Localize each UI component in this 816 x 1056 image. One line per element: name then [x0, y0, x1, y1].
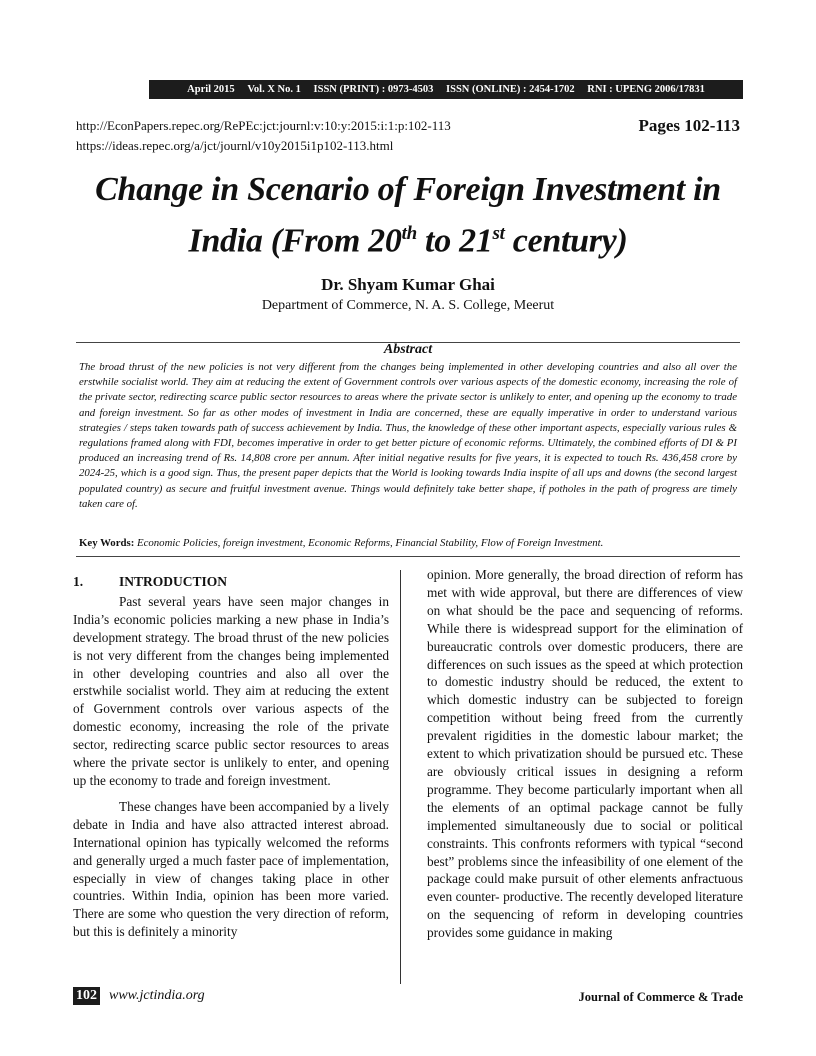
journal-header-bar	[149, 80, 743, 99]
column-divider	[400, 570, 401, 984]
rni-number: RNI : UPENG 2006/17831	[587, 84, 705, 95]
ideas-link[interactable]: https://ideas.repec.org/a/jct/journl/v10y2015i1p102-113.html	[76, 138, 394, 153]
abstract-bottom-rule	[76, 556, 740, 557]
keywords-text: Economic Policies, foreign investment, Economic Reforms, Financial Stability, Flow of Foreign Investment.	[137, 537, 604, 549]
paper-title	[60, 168, 756, 263]
section-title: INTRODUCTION	[119, 574, 228, 589]
volume-number: Vol. X No. 1	[247, 84, 301, 95]
abstract-text: The broad thrust of the new policies is not very different from the changes being implemented in other developing countries and also all over the erstwhile socialist world. They aim at reducing the extent of Government controls over various aspects of the domestic economy, increasing the role of the private sector, redirecting scarce public sector resources to areas where the private sector is unlikely to enter, and opening up the economy to trade and foreign investment. So far as other modes of investment in India are concerned, these are equally imperative in order to understand various strategies / steps taken towards path of success achievement by India. Thus, the knowledge of these other important aspects, especially various rules & regulations framed along with FDI, becomes imperative in order to get better picture of economic reforms. Ultimately, the combined efforts of DI & PI produced an increasing trend of Rs. 14,808 crore per annum. After initial negative results for five years, it is expected to touch Rs. 436,458 crore by 2024-25, which is a good sign. Thus, the present paper depicts that the World is looking towards India inspite of all ups and downs (the second largest populated country) as secure and fruitful investment avenue. Things would definitely take better shape, if potholes in the path of progress are timely taken care of.	[79, 361, 737, 510]
title-superscript-st: st	[492, 223, 505, 244]
keywords	[79, 536, 737, 551]
page-range: Pages 102-113	[638, 116, 740, 135]
title-line-1: Change in Scenario of Foreign Investment in	[95, 171, 721, 208]
issn-print: ISSN (PRINT) : 0973-4503	[313, 84, 434, 95]
repec-urls	[76, 116, 451, 156]
page-footer	[73, 987, 743, 1007]
intro-paragraph-1: Past several years have seen major changes in India’s economic policies marking a new phase in India’s development strategy. The broad thrust of the new policies is not very different from the changes being implemented in other developing countries and also all over the erstwhile socialist world. They aim at reducing the extent of Government controls over various aspects of the domestic economy, increasing the role of the private sector, redirecting scarce public sector resources to areas where the private sector is unlikely to enter, and opening up the economy to trade and foreign investment.	[73, 593, 389, 788]
section-heading	[73, 573, 389, 591]
journal-name: Journal of Commerce & Trade	[578, 990, 743, 1004]
keywords-label: Key Words:	[79, 537, 135, 549]
left-column	[73, 573, 389, 941]
issue-date: April 2015	[187, 84, 235, 95]
website-link[interactable]: www.jctindia.org	[109, 988, 205, 1003]
abstract-heading: Abstract	[383, 342, 433, 357]
title-part-b: to 21	[416, 222, 493, 260]
right-column	[427, 566, 743, 942]
section-number: 1.	[73, 574, 84, 589]
intro-paragraph-3: opinion. More generally, the broad direction of reform has met with wide approval, but there are differences of view on what should be the pace and sequencing of reforms. While there is widespread support for the elimination of bureaucratic controls over domestic producers, there are differences on such issues as the speed at which protection to domestic industry should be reduced, the extent to which domestic industry can be subjected to foreign competition without being freed from the currently prevalent rigidities in the domestic labour market; the extent to which privatization should be pursued etc. These are obviously critical issues in designing a reform programme. They become particularly important when all the elements of an optimal package cannot be fully implemented simultaneously due to social or political constraints. This confronts reformers with typical “second best” problems since the infeasibility of one element of the package could make pursuit of other elements anfractuous even counter- productive. The recently developed literature on the sequencing of reform in developing countries provides some guidance in making	[427, 567, 743, 941]
title-part-c: century)	[504, 222, 628, 260]
issn-online: ISSN (ONLINE) : 2454-1702	[446, 84, 575, 95]
econpapers-link[interactable]: http://EconPapers.repec.org/RePEc:jct:journl:v:10:y:2015:i:1:p:102-113	[76, 118, 451, 133]
author-affiliation: Department of Commerce, N. A. S. College, Meerut	[261, 298, 555, 313]
author-name: Dr. Shyam Kumar Ghai	[321, 275, 495, 294]
intro-paragraph-2: These changes have been accompanied by a lively debate in India and have also attracted interest abroad. International opinion has typically welcomed the reforms and generally urged a much faster pace of implementation, especially in view of changes taking place in other countries. Within India, opinion has been more varied. There are some who question the very direction of reform, but this is definitely a minority	[73, 798, 389, 940]
title-line-2	[60, 212, 756, 263]
page-number: 102	[73, 987, 100, 1005]
title-superscript-th: th	[401, 223, 417, 244]
title-part-a: India (From 20	[188, 222, 402, 260]
